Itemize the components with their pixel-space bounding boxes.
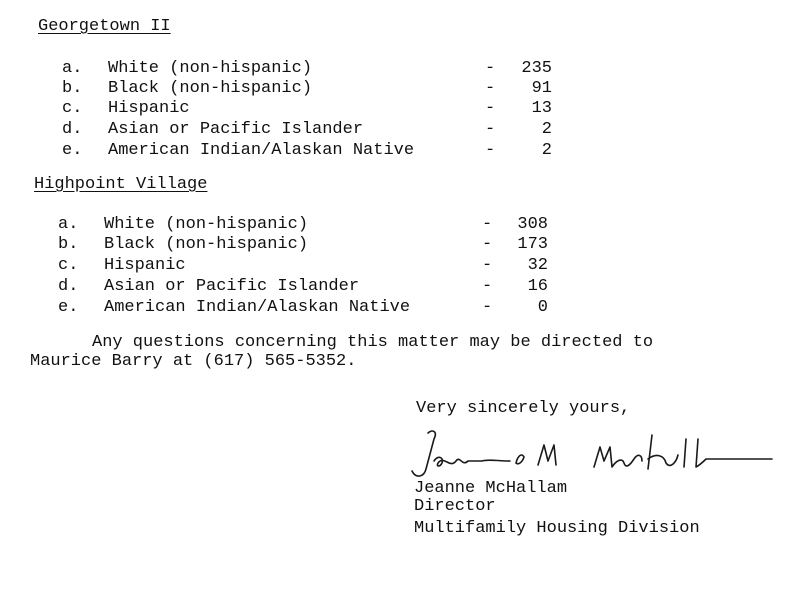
item-letter: b. — [62, 79, 83, 98]
list-item — [0, 80, 800, 100]
list-item — [0, 100, 800, 120]
item-label: Asian or Pacific Islander — [104, 277, 360, 296]
list-item — [0, 216, 800, 236]
item-count: 173 — [517, 235, 548, 254]
list-item — [0, 142, 800, 162]
item-dash: - — [485, 141, 496, 160]
list-item — [0, 257, 800, 277]
item-dash: - — [482, 298, 493, 317]
item-count: 2 — [541, 141, 552, 160]
item-count: 0 — [537, 298, 548, 317]
signer-title: Director — [414, 497, 496, 516]
item-dash: - — [485, 79, 496, 98]
signer-name: Jeanne McHallam — [414, 479, 568, 498]
list-item — [0, 236, 800, 256]
item-count: 32 — [527, 256, 548, 275]
item-dash: - — [482, 235, 493, 254]
item-count: 235 — [521, 59, 552, 78]
item-count: 16 — [527, 277, 548, 296]
item-label: Hispanic — [108, 99, 190, 118]
item-letter: b. — [58, 235, 79, 254]
list-item — [0, 299, 800, 319]
item-letter: e. — [58, 298, 79, 317]
item-letter: d. — [62, 120, 83, 139]
item-label: American Indian/Alaskan Native — [104, 298, 411, 317]
item-dash: - — [485, 59, 496, 78]
section-title-highpoint: Highpoint Village — [34, 175, 208, 194]
item-dash: - — [485, 120, 496, 139]
item-letter: e. — [62, 141, 83, 160]
item-letter: d. — [58, 277, 79, 296]
item-letter: a. — [62, 59, 83, 78]
item-label: White (non-hispanic) — [108, 59, 313, 78]
item-letter: a. — [58, 215, 79, 234]
body-text-line-2: Maurice Barry at (617) 565-5352. — [30, 352, 357, 371]
item-dash: - — [482, 277, 493, 296]
signer-division: Multifamily Housing Division — [414, 519, 700, 538]
item-label: Hispanic — [104, 256, 186, 275]
item-dash: - — [485, 99, 496, 118]
body-text-line-1: Any questions concerning this matter may be directed to — [92, 333, 654, 352]
closing-text: Very sincerely yours, — [416, 399, 631, 418]
item-label: American Indian/Alaskan Native — [108, 141, 415, 160]
item-dash: - — [482, 256, 493, 275]
item-label: White (non-hispanic) — [104, 215, 309, 234]
section-title-georgetown: Georgetown II — [38, 17, 171, 36]
item-label: Black (non-hispanic) — [104, 235, 309, 254]
item-count: 13 — [531, 99, 552, 118]
item-count: 2 — [541, 120, 552, 139]
item-letter: c. — [62, 99, 83, 118]
item-label: Black (non-hispanic) — [108, 79, 313, 98]
list-item — [0, 60, 800, 80]
item-letter: c. — [58, 256, 79, 275]
item-label: Asian or Pacific Islander — [108, 120, 364, 139]
list-item — [0, 278, 800, 298]
item-count: 308 — [517, 215, 548, 234]
item-count: 91 — [531, 79, 552, 98]
list-item — [0, 121, 800, 141]
item-dash: - — [482, 215, 493, 234]
